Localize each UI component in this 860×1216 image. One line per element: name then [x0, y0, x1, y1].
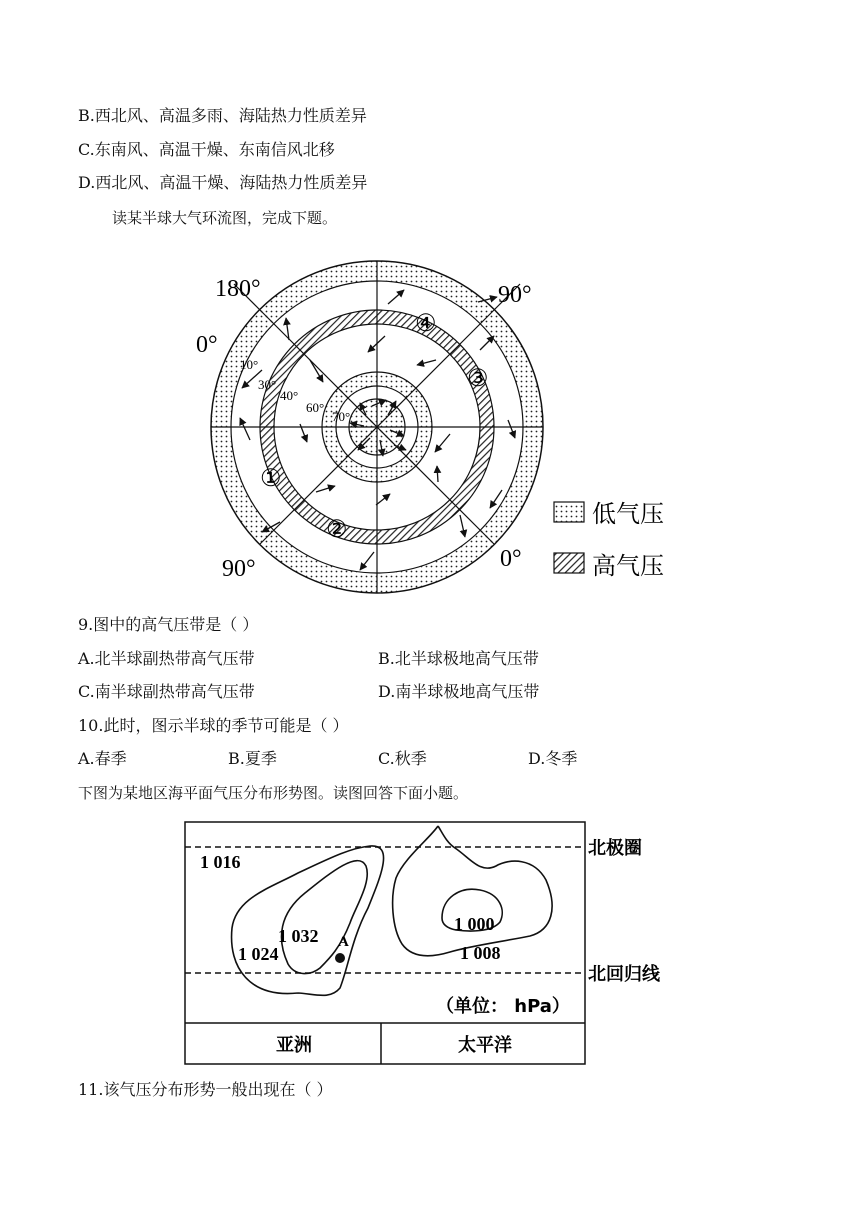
option-d-q8: D.西北风、高温干燥、海陆热力性质差异 — [78, 173, 368, 192]
legend-low-label: 低气压 — [592, 500, 664, 528]
q9-option-b: B.北半球极地高气压带 — [378, 649, 539, 668]
intro-circulation: 读某半球大气环流图，完成下题。 — [112, 209, 338, 227]
arctic-circle-label: 北极圈 — [588, 838, 642, 859]
marker-3: ③ — [467, 366, 489, 392]
q10-option-a: A.春季 — [78, 749, 127, 768]
intro-pressure-map: 下图为某地区海平面气压分布形势图。读图回答下面小题。 — [78, 784, 469, 802]
legend-high-swatch — [554, 553, 584, 573]
q10-option-b: B.夏季 — [228, 749, 277, 768]
isobar-1000: 1 000 — [454, 914, 495, 934]
lat-60: 60° — [306, 400, 325, 415]
isobar-1024: 1 024 — [238, 944, 279, 964]
label-90-bottom: 90° — [222, 556, 256, 582]
label-point-a: A — [338, 934, 349, 950]
legend-high-label: 高气压 — [592, 552, 664, 580]
q9-option-c: C.南半球副热带高气压带 — [78, 682, 255, 701]
point-a — [335, 953, 345, 963]
isobar-1016: 1 016 — [200, 852, 241, 872]
q11-stem: 11.该气压分布形势一般出现在（ ） — [78, 1080, 333, 1099]
q10-stem: 10.此时，图示半球的季节可能是（ ） — [78, 716, 349, 735]
option-c-q8: C.东南风、高温干燥、东南信风北移 — [78, 140, 335, 159]
q9-option-a: A.北半球副热带高气压带 — [78, 649, 255, 668]
isobar-1032: 1 032 — [278, 926, 319, 946]
isobar-1008: 1 008 — [460, 943, 501, 963]
lat-70: 70° — [332, 409, 351, 424]
unit-label: （单位： hPa） — [436, 996, 570, 1017]
q10-option-c: C.秋季 — [378, 749, 427, 768]
legend-low-swatch — [554, 502, 584, 522]
label-0-left: 0° — [196, 332, 218, 358]
pressure-map — [180, 818, 680, 1070]
q9-option-d: D.南半球极地高气压带 — [378, 682, 540, 701]
region-asia: 亚洲 — [276, 1035, 312, 1056]
label-90-right: 90° — [498, 282, 532, 308]
lat-30: 30° — [258, 377, 277, 392]
circulation-diagram — [190, 240, 690, 600]
label-0-bottom: 0° — [500, 546, 522, 572]
label-180: 180° — [215, 276, 261, 302]
q10-option-d: D.冬季 — [528, 749, 578, 768]
option-b-q8: B.西北风、高温多雨、海陆热力性质差异 — [78, 106, 367, 125]
marker-4: ④ — [415, 311, 437, 337]
lat-40: 40° — [280, 388, 299, 403]
region-pacific: 太平洋 — [458, 1035, 512, 1056]
marker-2: ② — [326, 517, 348, 543]
tropic-label: 北回归线 — [588, 964, 660, 985]
q9-stem: 9.图中的高气压带是（ ） — [78, 615, 259, 634]
marker-1: ① — [260, 466, 282, 492]
lat-10: 10° — [240, 357, 259, 372]
